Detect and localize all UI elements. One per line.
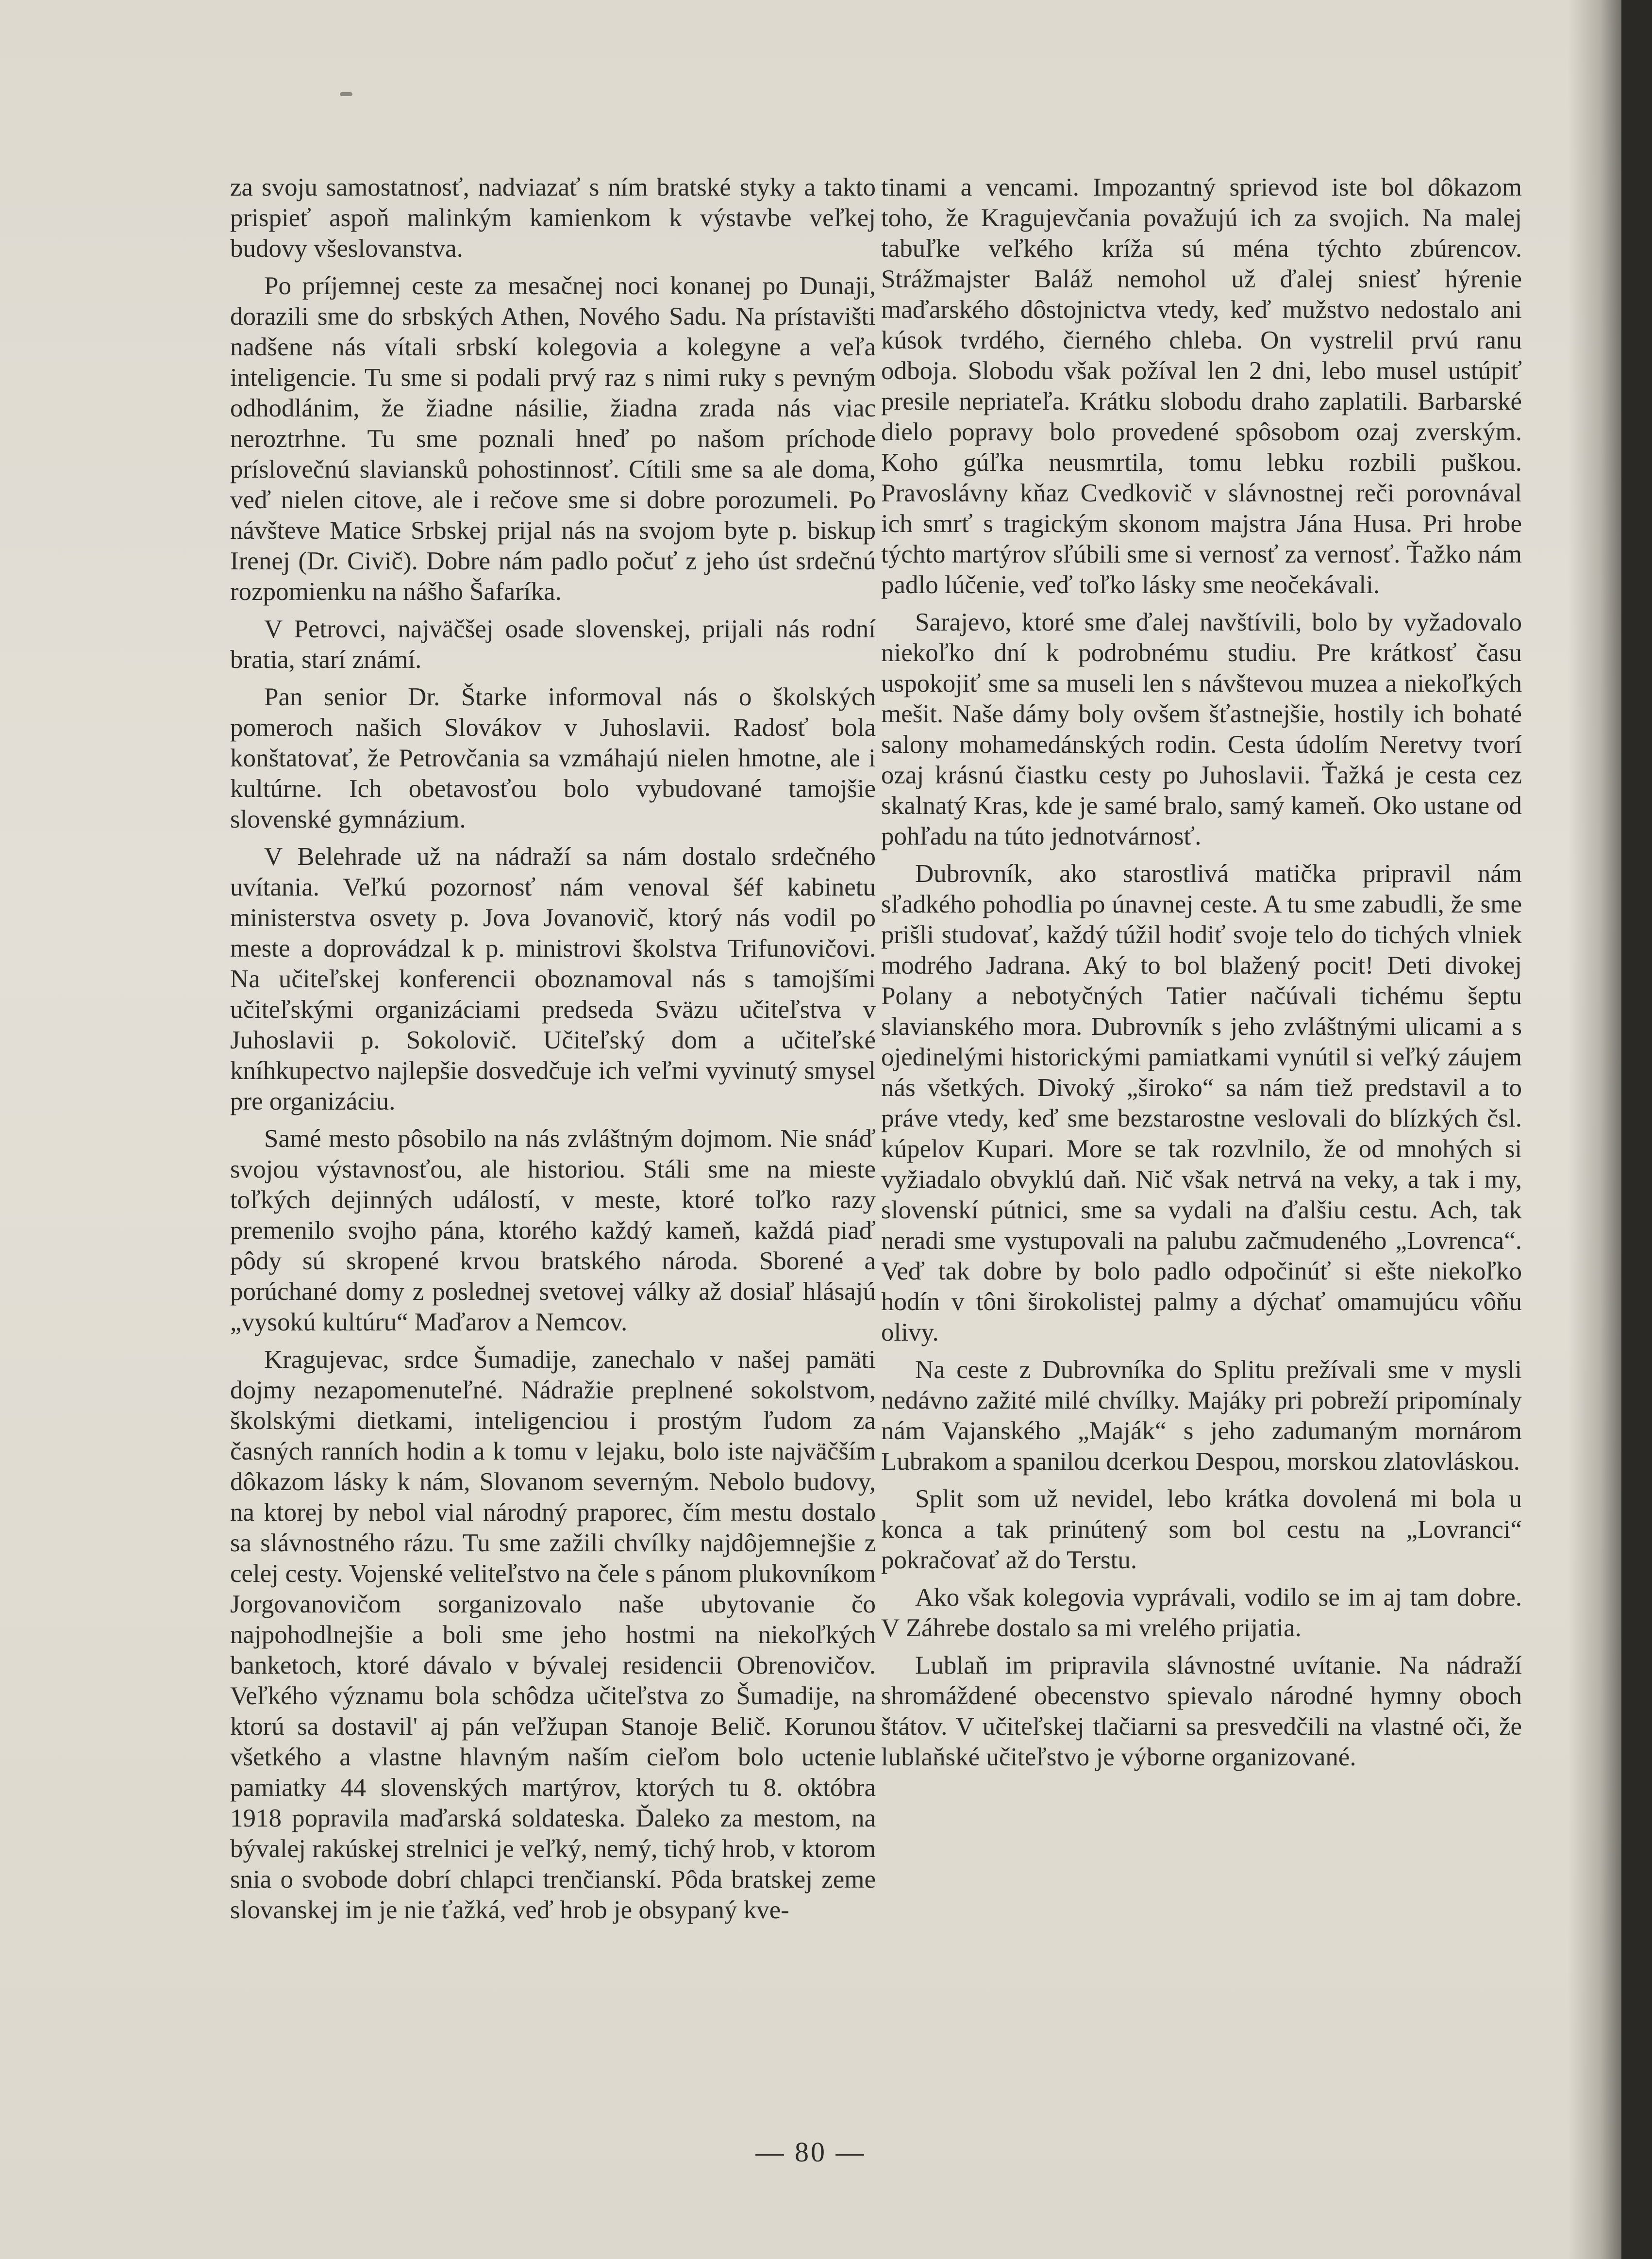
paragraph: Split som už nevidel, lebo krátka dovolená mi bola u konca a tak prinútený som bol cestu na „Lovranci“ pokračovať až do Terstu. xyxy=(881,1485,1522,1574)
right-column xyxy=(881,172,1522,1779)
paragraph: Dubrovník, ako starostlivá matička pripravil nám sľadkého pohodlia po únavnej ceste. A tu sme zabudli, že sme prišli studovať, každý túžil hodiť svoje telo do tichých vlniek modrého Jadrana. Aký to bol blažený pocit! Deti divokej Polany a nebotyčných Tatier načúvali tichému šeptu slavianského mora. Dubrovník s jeho zvláštnými ulicami a s ojedinelými historickými pamiatkami vynútil si veľký záujem nás všetkých. Divoký „široko“ sa nám tiež predstavil a to práve vtedy, keď sme bezstarostne veslovali do blízkých čsl. kúpelov Kupari. More se tak rozvlnilo, že od mnohých si vyžiadalo obvyklú daň. Nič však netrvá na veky, a tak i my, slovenskí pútnici, sme sa vydali na ďalšiu cestu. Ach, tak neradi sme vystupovali na palubu začmudeného „Lovrenca“. Veď tak dobre by bolo padlo odpočinúť si ešte niekoľko hodín v tôni širokolistej palmy a dýchať omamujúcu vôňu olivy. xyxy=(881,860,1522,1346)
paragraph: V Belehrade už na nádraží sa nám dostalo srdečného uvítania. Veľkú pozornosť nám venoval šéf kabinetu ministerstva osvety p. Jova Jovanovič, ktorý nás vodil po meste a doprovádzal k p. ministrovi školstva Trifunovičovi. Na učiteľskej konferencii oboznamoval nás s tamojšími učiteľskými organizáciami predseda Sväzu učiteľstva v Juhoslavii p. Sokolovič. Učiteľský dom a učiteľské kníhkupectvo najlepšie dosvedčuje ich veľmi vyvinutý smysel pre organizáciu. xyxy=(230,843,876,1115)
page-number: — 80 — xyxy=(755,2136,866,2168)
paragraph: Pan senior Dr. Štarke informoval nás o školských pomeroch našich Slovákov v Juhoslavii. Radosť bola konštatovať, že Petrovčania sa vzmáhajú nielen hmotne, ale i kultúrne. Ich obetavosťou bolo vybudované tamojšie slovenské gymnázium. xyxy=(230,683,876,833)
paragraph: Ako však kolegovia vyprávali, vodilo se im aj tam dobre. V Záhrebe dostalo sa mi vrelého prijatia. xyxy=(881,1583,1522,1642)
page-edge-shadow xyxy=(1568,0,1621,2259)
paragraph: Samé mesto pôsobilo na nás zvláštným dojmom. Nie snáď svojou výstavnosťou, ale historiou. Stáli sme na mieste toľkých dejinných událostí, v meste, ktoré toľko razy premenilo svojho pána, ktorého každý kameň, každá piaď pôdy sú skropené krvou bratského národa. Sborené a porúchané domy z poslednej svetovej války až dosiaľ hlásajú „vysokú kultúru“ Maďarov a Nemcov. xyxy=(230,1125,876,1336)
paragraph: za svoju samostatnosť, nadviazať s ním bratské styky a takto prispieť aspoň malinkým kamienkom k výstavbe veľkej budovy všeslovanstva. xyxy=(230,173,876,263)
paragraph: Lublaň im pripravila slávnostné uvítanie. Na nádraží shromáždené obecenstvo spievalo národné hymny oboch štátov. V učiteľskej tlačiarni sa presvedčili na vlastné oči, že lublaňské učiteľstvo je výborne organizované. xyxy=(881,1651,1522,1771)
paragraph: V Petrovci, najväčšej osade slovenskej, prijali nás rodní bratia, starí známí. xyxy=(230,615,876,674)
paragraph: tinami a vencami. Impozantný sprievod iste bol dôkazom toho, že Kragujevčania považujú ich za svojich. Na malej tabuľke veľkého kríža sú ména týchto zbúrencov. Strážmajster Baláž nemohol už ďalej sniesť hýrenie maďarského dôstojnictva vtedy, keď mužstvo nedostalo ani kúsok tvrdého, čierného chleba. On vystrelil prvú ranu odboja. Slobodu však požíval len 2 dni, lebo musel ustúpiť presile nepriateľa. Krátku slobodu draho zaplatili. Barbarské dielo popravy bolo provedené spôsobom ozaj zverským. Koho gúľka neusmrtila, tomu lebku rozbili puškou. Pravoslávny kňaz Cvedkovič v slávnostnej reči porovnával ich smrť s tragickým skonom majstra Jána Husa. Pri hrobe týchto martýrov sľúbili sme si vernosť za vernosť. Ťažko nám padlo lúčenie, veď toľko lásky sme neočekávali. xyxy=(881,173,1522,599)
paragraph: Na ceste z Dubrovníka do Splitu prežívali sme v mysli nedávno zažité milé chvílky. Majáky pri pobreží pripomínaly nám Vajanského „Maják“ s jeho zadumaným mornárom Lubrakom a spanilou dcerkou Despou, morskou zlatovláskou. xyxy=(881,1356,1522,1476)
left-column xyxy=(230,172,876,1932)
paragraph: Po príjemnej ceste za mesačnej noci konanej po Dunaji, dorazili sme do srbských Athen, Nového Sadu. Na prístavišti nadšene nás vítali srbskí kolegovia a kolegyne a veľa inteligencie. Tu sme si podali prvý raz s nimi ruky s pevným odhodlánim, že žiadne násilie, žiadna zrada nás viac neroztrhne. Tu sme poznali hneď po našom príchode príslovečnú slaviansků pohostinnosť. Cítili sme sa ale doma, veď nielen citove, ale i rečove sme si dobre porozumeli. Po návšteve Matice Srbskej prijal nás na svojom byte p. biskup Irenej (Dr. Civič). Dobre nám padlo počuť z jeho úst srdečnú rozpomienku na nášho Šafaríka. xyxy=(230,272,876,606)
scan-speck xyxy=(340,92,352,96)
paragraph: Sarajevo, ktoré sme ďalej navštívili, bolo by vyžadovalo niekoľko dní k podrobnému studiu. Pre krátkosť času uspokojiť sme sa museli len s návštevou muzea a niekoľkých mešit. Naše dámy boly ovšem šťastnejšie, hostily ich bohaté salony mohamedánských rodin. Cesta údolím Neretvy tvorí ozaj krásnú čiastku cesty po Juhoslavii. Ťažká je cesta cez skalnatý Kras, kde je samé bralo, samý kameň. Oko ustane od pohľadu na túto jednotvárnosť. xyxy=(881,608,1522,850)
paragraph: Kragujevac, srdce Šumadije, zanechalo v našej pamäti dojmy nezapomenuteľné. Nádražie preplnené sokolstvom, školskými dietkami, inteligenciou i prostým ľudom za časných ranních hodin a k tomu v lejaku, bolo iste najväčším dôkazom lásky k nám, Slovanom severným. Nebolo budovy, na ktorej by nebol vial národný praporec, čím mestu dostalo sa slávnostného rázu. Tu sme zažili chvílky najdôjemnejšie z celej cesty. Vojenské veliteľstvo na čele s pánom plukovníkom Jorgovanovičom sorganizovalo naše ubytovanie čo najpohodlnejšie a boli sme jeho hostmi na niekoľkých banketoch, ktoré dávalo v bývalej residencii Obrenovičov. Veľkého významu bola schôdza učiteľstva zo Šumadije, na ktorú sa dostavil' aj pán veľžupan Stanoje Belič. Korunou všetkého a vlastne hlavným naším cieľom bolo uctenie pamiatky 44 slovenských martýrov, ktorých tu 8. októbra 1918 popravila maďarská soldateska. Ďaleko za mestom, na bývalej rakúskej strelnici je veľký, nemý, tichý hrob, v ktorom snia o svobode dobrí chlapci trenčianskí. Pôda bratskej zeme slovanskej im je nie ťažká, veď hrob je obsypaný kve- xyxy=(230,1345,876,1924)
